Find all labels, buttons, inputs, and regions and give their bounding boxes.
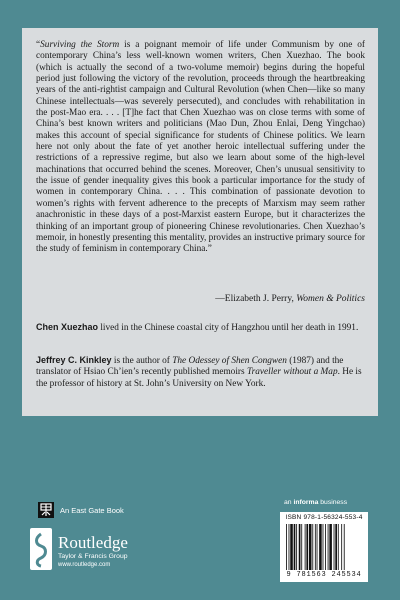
publisher-group: Taylor & Francis Group xyxy=(58,553,128,560)
publisher-logo xyxy=(30,528,128,570)
routledge-logo-icon xyxy=(30,528,52,570)
attribution-source: Women & Politics xyxy=(296,294,365,304)
author-name: Chen Xuezhao xyxy=(36,322,99,332)
barcode-block xyxy=(280,512,368,582)
translator-bio-text: is the author of xyxy=(111,356,173,366)
review-quote xyxy=(36,40,365,256)
book-title: Surviving the Storm xyxy=(40,40,120,50)
isbn-label: ISBN 978-1-56324-553-4 xyxy=(285,514,363,521)
east-gate-label: An East Gate Book xyxy=(60,505,124,515)
informa-prefix: an xyxy=(284,499,294,506)
publisher-name: Routledge xyxy=(58,533,128,552)
author-bio xyxy=(36,322,365,334)
east-gate-logo-icon xyxy=(38,502,54,518)
open-quote: “ xyxy=(36,40,41,50)
translator-book-2: Traveller without a Map xyxy=(246,367,338,378)
translator-bio-text: (1987) and the translator of Hsiao Ch’ien’s recently published memoirs xyxy=(36,356,344,378)
informa-tagline xyxy=(284,499,347,506)
translator-bio xyxy=(36,355,365,390)
attribution-name: —Elizabeth J. Perry, xyxy=(215,294,297,304)
barcode-number: 9 781563 245534 xyxy=(286,571,362,579)
barcode-image xyxy=(284,524,364,570)
east-gate-imprint xyxy=(38,502,124,518)
informa-suffix: business xyxy=(318,499,348,506)
review-attribution xyxy=(36,294,365,304)
translator-name: Jeffrey C. Kinkley xyxy=(36,355,112,365)
translator-book-1: The Odessey of Shen Congwen xyxy=(172,356,287,366)
publisher-url[interactable]: www.routledge.com xyxy=(58,562,111,568)
author-bio-text: lived in the Chinese coastal city of Hangzhou until her death in 1991. xyxy=(98,323,359,333)
informa-name: informa xyxy=(293,499,319,506)
review-body: is a poignant memoir of life under Communism by one of contemporary China’s less well-known women writers, Chen Xuezhao. The book (which is actually the second of a two-volume memoir) begins during the hopeful period just following the victory of the revolution, proceeds through the heartbreaking years of the anti-rightist campaign and Cultural Revolution (when Chen—like so many Chinese intellectuals—was severely persecuted), and concludes with rehabilitation in the post-Mao era. . . . [T]he fact that Chen Xuezhao was on close terms with some of China’s best known writers and politicians (Mao Dun, Zhou Enlai, Deng Yingchao) makes this account of special significance for students of Chinese politics. We learn here not only about the fate of yet another heroic intellectual suffering under the restrictions of a repressive regime, but also we learn about some of the high-level machinations that occurred behind the scenes. Moreover, Chen’s unusual sensitivity to the issue of gender inequality gives this book a particular importance for the study of women in contemporary China. . . . This combination of passionate devotion to women’s rights with fervent adherence to the precepts of Marxism may seem rather anachronistic in these days of a post-Marxist eastern Europe, but it characterizes the thinking of an important group of pioneering Chinese revolutionaries. Chen Xuezhao’s memoir, in honestly presenting this mentality, provides an instructive primary source for the study of feminism in contemporary China.” xyxy=(36,40,365,255)
translator-bio-text: . He is the professor of history at St. John’s University on New York. xyxy=(36,367,362,389)
